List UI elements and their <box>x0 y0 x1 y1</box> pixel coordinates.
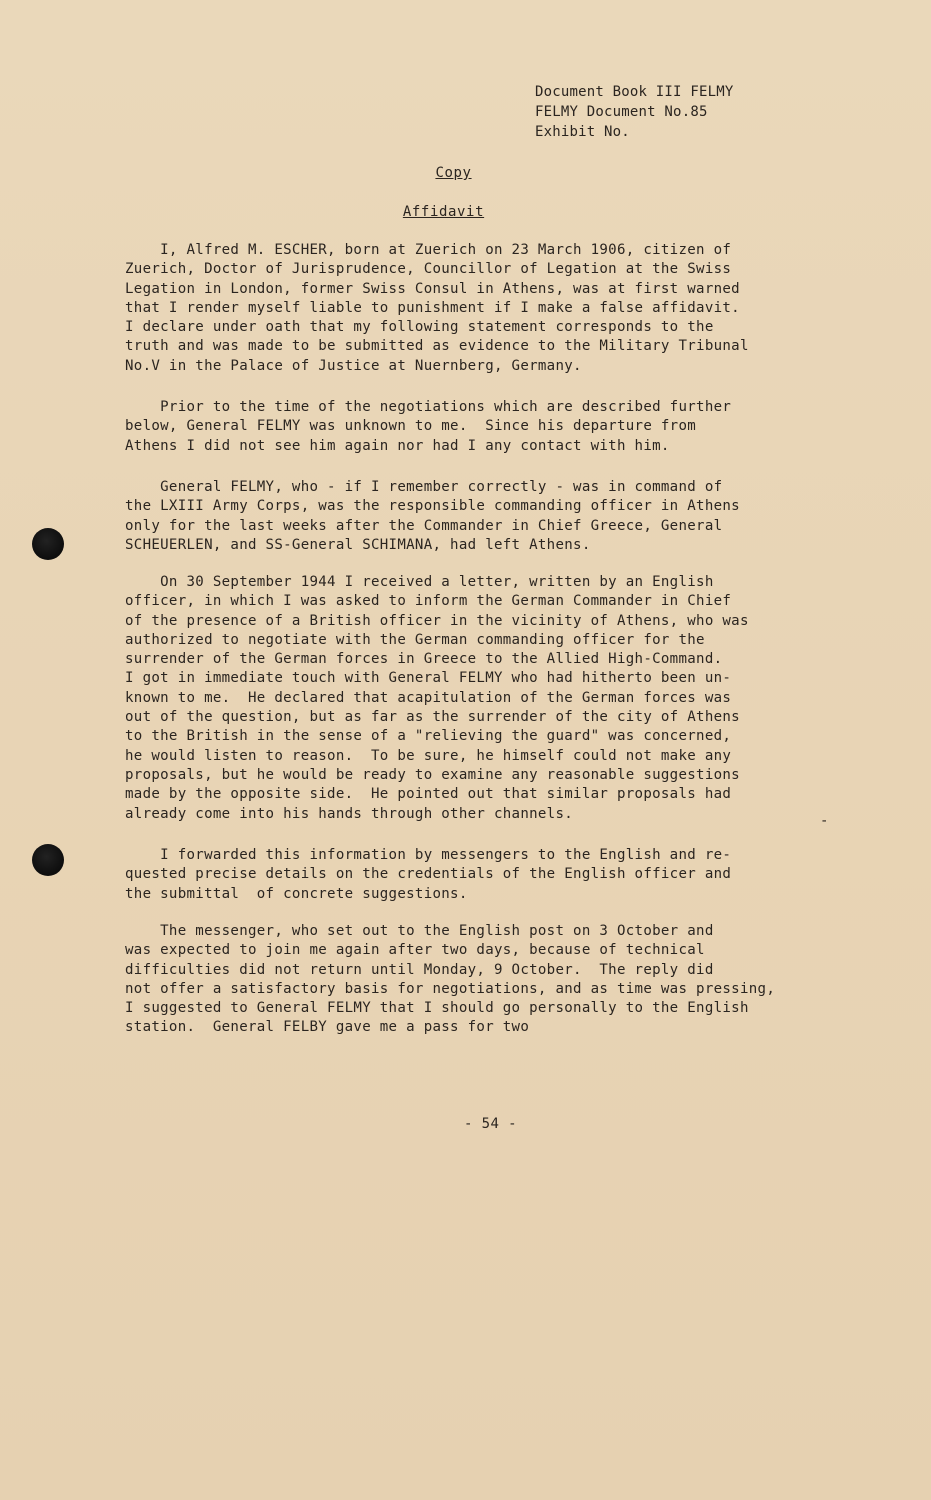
paragraph-line: I declare under oath that my following statement corresponds to the <box>125 319 714 336</box>
paragraph-line: I forwarded this information by messengers to the English and re- <box>125 847 732 863</box>
header-line-exhibit: Exhibit No. <box>535 124 630 140</box>
paragraph-line: Athens I did not see him again nor had I any contact with him. <box>125 437 670 454</box>
paragraph-line: General FELMY, who - if I remember correctly - was in command of <box>125 479 723 495</box>
paragraph-line: difficulties did not return until Monday, 9 October. The reply did <box>125 961 714 978</box>
paragraph-line: out of the question, but as far as the surrender of the city of Athens <box>125 709 740 726</box>
paragraph-line: the LXIII Army Corps, was the responsible commanding officer in Athens <box>125 498 740 515</box>
paragraph-line: SCHEUERLEN, and SS-General SCHIMANA, had left Athens. <box>125 536 591 553</box>
paragraph-line: I, Alfred M. ESCHER, born at Zuerich on 23 March 1906, citizen of <box>125 242 732 258</box>
document-header <box>535 82 895 142</box>
paragraph-6 <box>125 922 815 1038</box>
paragraph-line: officer, in which I was asked to inform the German Commander in Chief <box>125 593 732 610</box>
punch-hole-upper <box>32 528 64 560</box>
paragraph-line: Prior to the time of the negotiations which are described further <box>125 399 732 415</box>
paragraph-line: he would listen to reason. To be sure, he himself could not make any <box>125 747 732 764</box>
paragraph-line: already come into his hands through other channels. <box>125 805 574 822</box>
paragraph-line: I got in immediate touch with General FELMY who had hitherto been un- <box>125 670 732 687</box>
paragraph-line: authorized to negotiate with the German commanding officer for the <box>125 631 705 648</box>
paragraph-line: Zuerich, Doctor of Jurisprudence, Councillor of Legation at the Swiss <box>125 261 732 278</box>
header-line-book: Document Book III FELMY <box>535 84 734 100</box>
paragraph-line: known to me. He declared that acapitulation of the German forces was <box>125 689 732 706</box>
copy-label: Copy <box>435 165 472 181</box>
paragraph-line: below, General FELMY was unknown to me. Since his departure from <box>125 418 697 435</box>
paragraph-line: of the presence of a British officer in the vicinity of Athens, who was <box>125 612 749 629</box>
paragraph-line: the submittal of concrete suggestions. <box>125 885 468 902</box>
paragraph-line: not offer a satisfactory basis for negotiations, and as time was pressing, <box>125 980 776 997</box>
document-title: Affidavit <box>402 204 485 220</box>
paragraph-line: truth and was made to be submitted as evidence to the Military Tribunal <box>125 338 749 355</box>
paragraph-line: The messenger, who set out to the English post on 3 October and <box>125 923 714 939</box>
header-line-document: FELMY Document No.85 <box>535 104 708 120</box>
margin-mark: - <box>820 813 829 829</box>
paragraph-3 <box>125 478 815 555</box>
punch-hole-lower <box>32 844 64 876</box>
paragraph-line: station. General FELBY gave me a pass for two <box>125 1019 530 1036</box>
paragraph-line: was expected to join me again after two days, because of technical <box>125 942 705 959</box>
paragraph-line: made by the opposite side. He pointed out that similar proposals had <box>125 786 732 803</box>
paragraph-line: On 30 September 1944 I received a letter, written by an English <box>125 574 714 590</box>
paragraph-line: to the British in the sense of a "relieving the guard" was concerned, <box>125 728 732 745</box>
paragraph-line: surrender of the German forces in Greece to the Allied High-Command. <box>125 651 723 668</box>
paragraph-line: only for the last weeks after the Commander in Chief Greece, General <box>125 517 723 534</box>
paragraph-line: proposals, but he would be ready to examine any reasonable suggestions <box>125 766 740 783</box>
paragraph-line: that I render myself liable to punishment if I make a false affidavit. <box>125 299 740 316</box>
paragraph-line: quested precise details on the credentials of the English officer and <box>125 866 732 883</box>
paragraph-5 <box>125 846 815 904</box>
paragraph-line: No.V in the Palace of Justice at Nuernberg, Germany. <box>125 357 582 374</box>
paragraph-1 <box>125 241 815 376</box>
paragraph-2 <box>125 398 815 456</box>
paragraph-4 <box>125 573 815 824</box>
paragraph-line: I suggested to General FELMY that I should go personally to the English <box>125 1000 749 1017</box>
paragraph-line: Legation in London, former Swiss Consul in Athens, was at first warned <box>125 280 740 297</box>
page-number: - 54 - <box>464 1116 517 1132</box>
